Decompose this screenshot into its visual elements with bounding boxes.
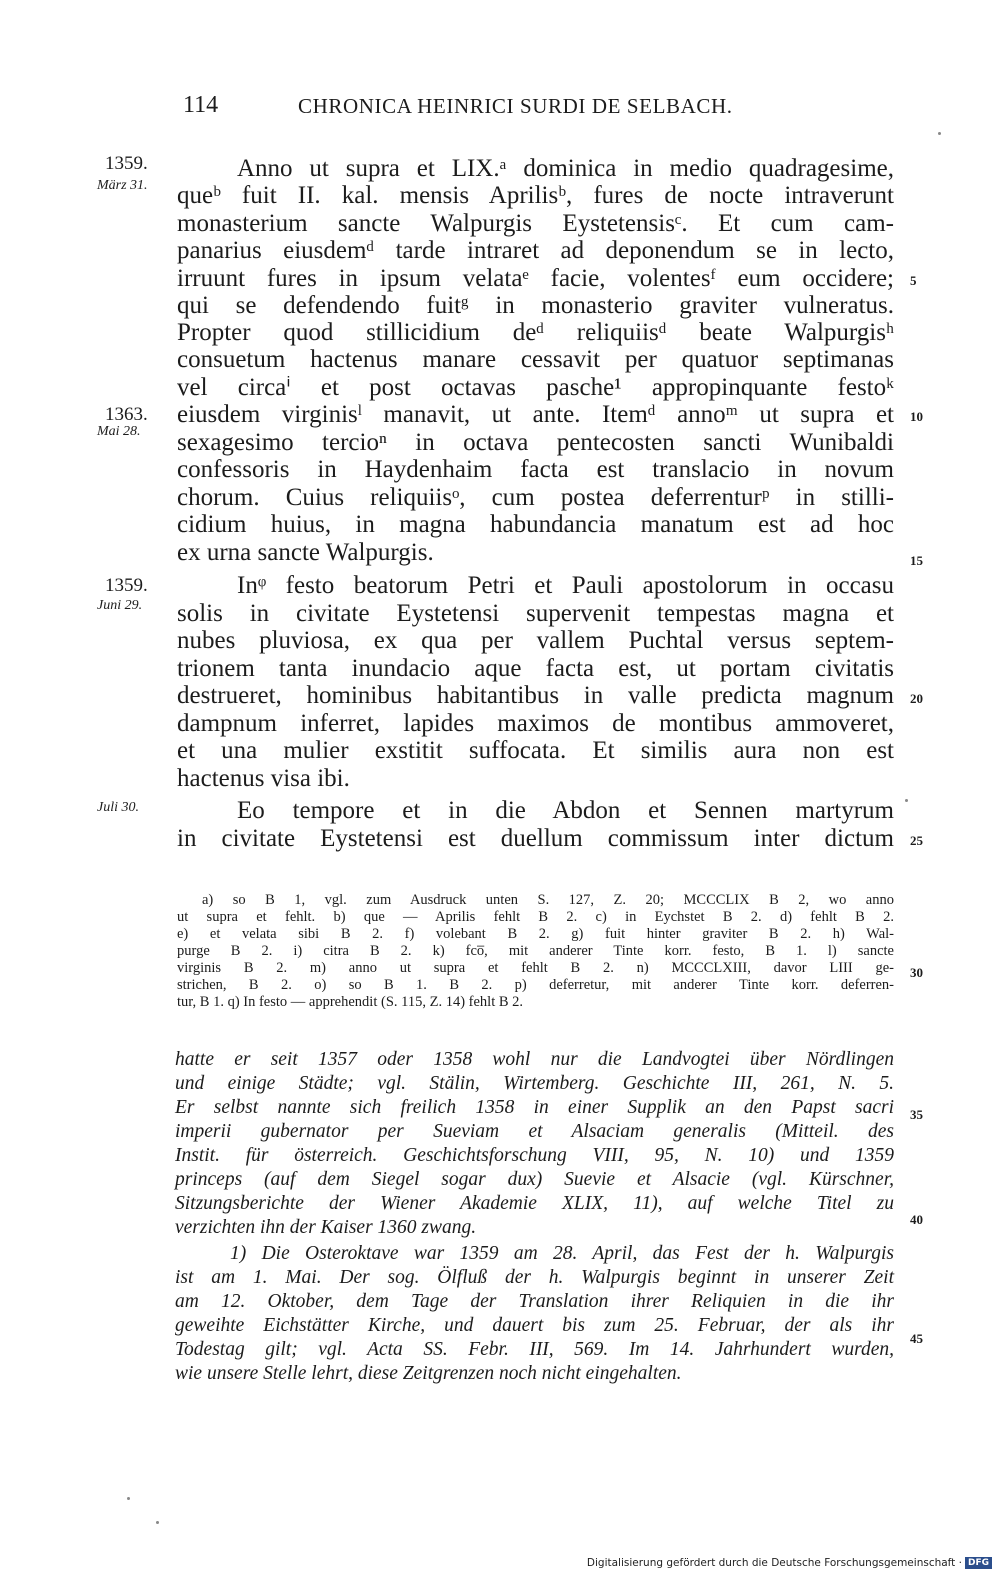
line-number: 20 <box>910 691 923 706</box>
commentary-line: princeps (auf dem Siegel sogar dux) Suevie et Alsacie (vgl. Kürschner, <box>175 1169 894 1190</box>
footnote-line: strichen, B 2. o) so B 1. B 2. p) deferretur, mit anderer Tinte korr. deferren- <box>177 977 894 993</box>
text-line: qui se defendendo fuitᵍ in monasterio graviter vulneratus. <box>177 292 894 319</box>
line-number: 30 <box>910 965 923 980</box>
digitization-footer <box>587 1557 992 1569</box>
text-line: nubes pluviosa, ex qua per vallem Puchtal versus septem- <box>177 627 894 654</box>
margin-year: 1359. <box>105 153 148 174</box>
line-number: 5 <box>910 273 917 288</box>
footnote-line: a) so B 1, vgl. zum Ausdruck unten S. 127, Z. 20; MCCCLIX B 2, wo anno <box>202 892 894 908</box>
footnote-line: tur, B 1. q) In festo — apprehendit (S. 115, Z. 14) fehlt B 2. <box>177 994 524 1010</box>
commentary-line: Instit. für österreich. Geschichtsforschung VIII, 95, N. 10) und 1359 <box>175 1145 894 1166</box>
commentary-line: Er selbst nannte sich freilich 1358 in einer Supplik an den Papst sacri <box>175 1097 894 1118</box>
running-title: CHRONICA HEINRICI SURDI DE SELBACH. <box>298 94 733 118</box>
text-line: sexagesimo tercioⁿ in octava pentecosten sancti Wunibaldi <box>177 429 894 456</box>
scan-speck <box>938 132 941 135</box>
text-line: et una mulier exstitit suffocata. Et similis aura non est <box>177 737 894 764</box>
text-line: confessoris in Haydenhaim facta est translacio in novum <box>177 456 894 483</box>
text-line: in civitate Eystetensi est duellum commissum inter dictum <box>177 825 894 852</box>
page-number: 114 <box>183 92 219 118</box>
text-line: Propter quod stillicidium deᵈ reliquiisᵈ beate Walpurgisʰ <box>177 319 894 346</box>
line-number: 35 <box>910 1107 923 1122</box>
footnote-line: purge B 2. i) citra B 2. k) fco̅, mit anderer Tinte korr. festo, B 1. l) sancte <box>177 943 894 959</box>
commentary-line: am 12. Oktober, dem Tage der Translation ihrer Reliquien in die ihr <box>175 1291 894 1312</box>
line-number: 45 <box>910 1331 923 1346</box>
text-line: vel circaⁱ et post octavas pasche¹ appropinquante festoᵏ <box>177 374 894 401</box>
scan-speck <box>156 1521 159 1524</box>
scan-speck <box>127 1497 130 1500</box>
dfg-logo: DFG <box>965 1557 992 1569</box>
margin-date: Mai 28. <box>97 424 141 439</box>
commentary-line: verzichten ihn der Kaiser 1360 zwang. <box>175 1217 477 1238</box>
text-line: eiusdem virginisˡ manavit, ut ante. Itemᵈ annoᵐ ut supra et <box>177 401 894 428</box>
text-line: ex urna sancte Walpurgis. <box>177 539 434 566</box>
line-number: 40 <box>910 1212 923 1227</box>
commentary-line: 1) Die Osteroktave war 1359 am 28. April, das Fest der h. Walpurgis <box>230 1243 894 1264</box>
commentary-line: hatte er seit 1357 oder 1358 wohl nur die Landvogtei über Nördlingen <box>175 1049 894 1070</box>
text-line: monasterium sancte Walpurgis Eystetensisᶜ. Et cum cam- <box>177 210 894 237</box>
page-header <box>0 92 1000 132</box>
text-line: chorum. Cuius reliquiisᵒ, cum postea deferrenturᵖ in stilli- <box>177 484 894 511</box>
margin-year: 1359. <box>105 575 148 596</box>
commentary-line: und einige Städte; vgl. Stälin, Wirtemberg. Geschichte III, 261, N. 5. <box>175 1073 894 1094</box>
margin-date: März 31. <box>97 178 148 193</box>
text-line: dampnum inferret, lapides maximos de montibus ammoveret, <box>177 710 894 737</box>
text-line: consuetum hactenus manare cessavit per quatuor septimanas <box>177 346 894 373</box>
commentary-line: imperii gubernator per Sueviam et Alsaciam generalis (Mitteil. des <box>175 1121 894 1142</box>
text-line: irruunt fures in ipsum velataᵉ facie, volentesᶠ eum occidere; <box>177 265 894 292</box>
text-line: cidium huius, in magna habundancia manatum est ad hoc <box>177 511 894 538</box>
commentary-line: ist am 1. Mai. Der sog. Ölfluß der h. Walpurgis beginnt in unserer Zeit <box>175 1267 894 1288</box>
text-line: Anno ut supra et LIX.ᵃ dominica in medio quadragesime, <box>237 155 894 182</box>
footnote-line: virginis B 2. m) anno ut supra et fehlt B 2. n) MCCCLXIII, davor LIII ge- <box>177 960 894 976</box>
text-line: trionem tanta inundacio aque facta est, ut portam civitatis <box>177 655 894 682</box>
footnote-line: ut supra et fehlt. b) que — Aprilis fehlt B 2. c) in Eychstet B 2. d) fehlt B 2. <box>177 909 894 925</box>
line-number: 10 <box>910 409 923 424</box>
text-line: destrueret, hominibus habitantibus in valle predicta magnum <box>177 682 894 709</box>
commentary-line: geweihte Eichstätter Kirche, und dauert bis zum 25. Februar, der als ihr <box>175 1315 894 1336</box>
commentary-line: Sitzungsberichte der Wiener Akademie XLIX, 11), auf welche Titel zu <box>175 1193 894 1214</box>
commentary-line: wie unsere Stelle lehrt, diese Zeitgrenzen noch nicht eingehalten. <box>175 1363 682 1384</box>
line-number: 25 <box>910 833 923 848</box>
footer-text: Digitalisierung gefördert durch die Deutsche Forschungsgemeinschaft · <box>586 1557 962 1569</box>
text-line: hactenus visa ibi. <box>177 765 350 792</box>
margin-date: Juni 29. <box>97 598 143 613</box>
margin-date: Juli 30. <box>97 800 139 815</box>
text-line: panarius eiusdemᵈ tarde intraret ad deponendum se in lecto, <box>177 237 894 264</box>
scan-speck <box>905 799 908 802</box>
text-line: Inᵠ festo beatorum Petri et Pauli apostolorum in occasu <box>237 572 894 599</box>
commentary-line: Todestag gilt; vgl. Acta SS. Febr. III, 569. Im 14. Jahrhundert wurden, <box>175 1339 894 1360</box>
footnote-line: e) et velata sibi B 2. f) volebant B 2. g) fuit hinter graviter B 2. h) Wal- <box>177 926 894 942</box>
margin-year: 1363. <box>105 404 148 425</box>
text-line: Eo tempore et in die Abdon et Sennen martyrum <box>237 797 894 824</box>
line-number: 15 <box>910 553 923 568</box>
text-line: queᵇ fuit II. kal. mensis Aprilisᵇ, fures de nocte intraverunt <box>177 182 894 209</box>
text-line: solis in civitate Eystetensi supervenit tempestas magna et <box>177 600 894 627</box>
